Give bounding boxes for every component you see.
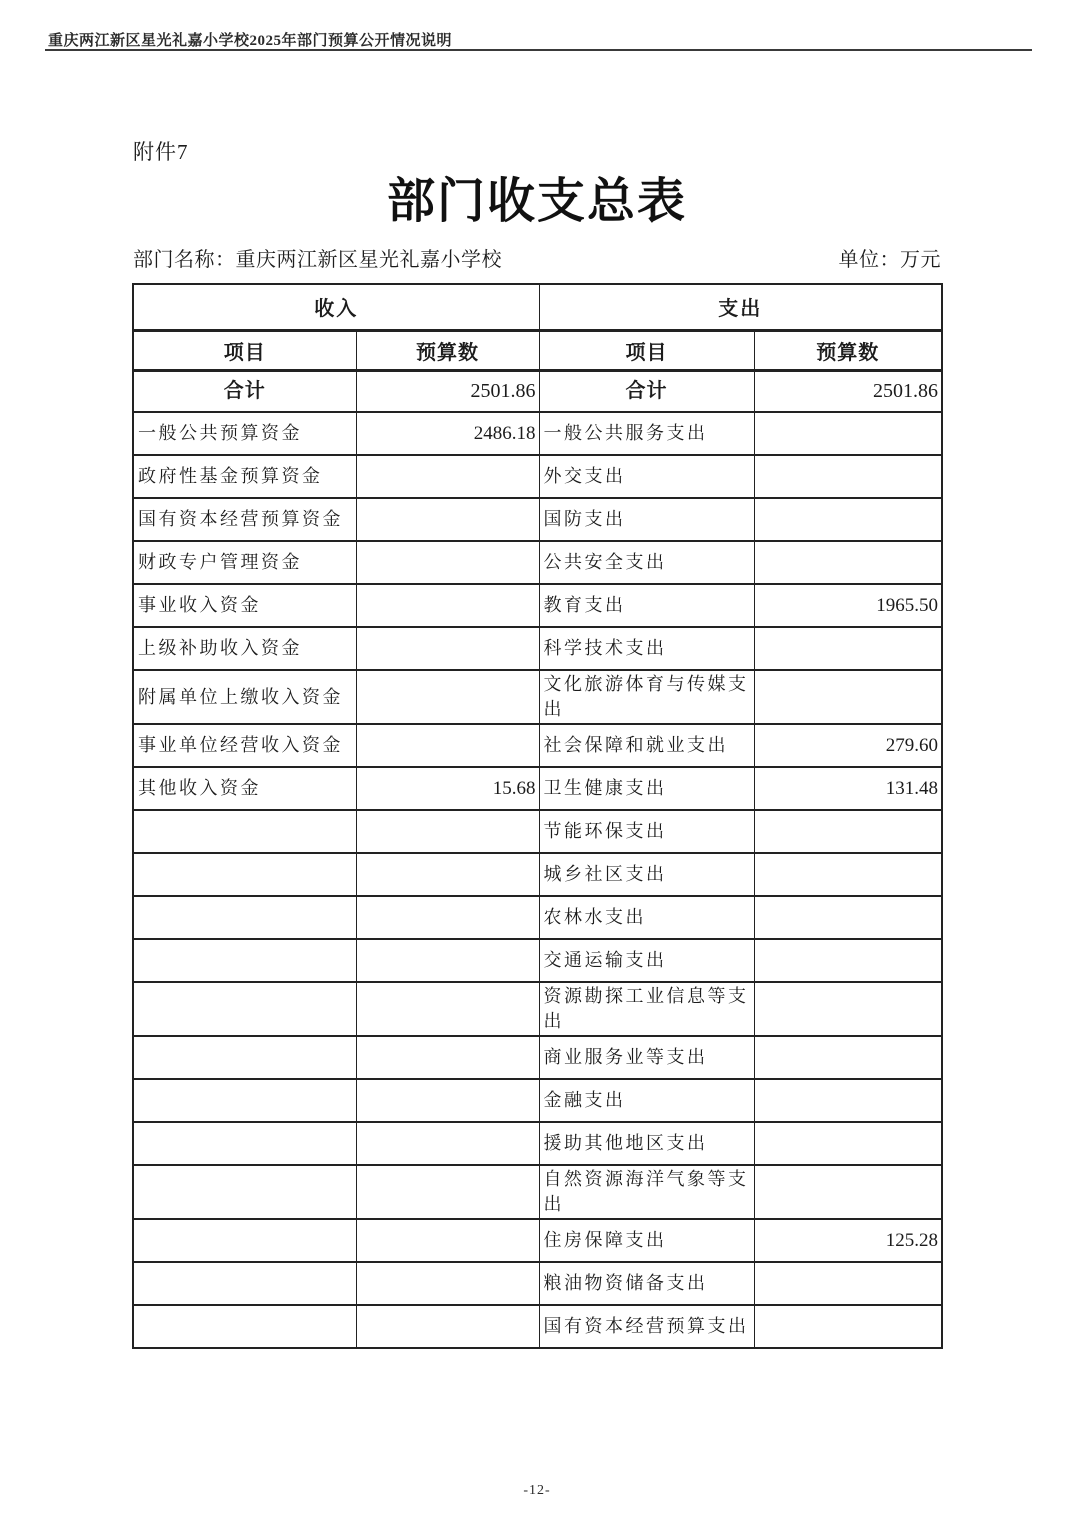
income-item-cell: 其他收入资金 bbox=[133, 767, 356, 810]
table-row bbox=[133, 1036, 942, 1079]
income-value-cell bbox=[356, 627, 539, 670]
page-title: 部门收支总表 bbox=[386, 175, 687, 228]
expenditure-value-cell bbox=[754, 810, 942, 853]
expenditure-item-cell: 资源勘探工业信息等支出 bbox=[539, 982, 754, 1036]
expenditure-value-cell bbox=[754, 498, 942, 541]
table-row bbox=[133, 810, 942, 853]
table-group-header-row bbox=[133, 284, 942, 330]
document-header-title: 重庆两江新区星光礼嘉小学校2025年部门预算公开情况说明 bbox=[48, 33, 453, 49]
table-row bbox=[133, 724, 942, 767]
table-row bbox=[133, 1305, 942, 1348]
income-value-cell bbox=[356, 724, 539, 767]
expenditure-value-cell bbox=[754, 1165, 942, 1219]
budget-summary-table bbox=[132, 283, 943, 1349]
expenditure-item-cell: 社会保障和就业支出 bbox=[539, 724, 754, 767]
expenditure-value-cell: 279.60 bbox=[754, 724, 942, 767]
expenditure-value-cell: 125.28 bbox=[754, 1219, 942, 1262]
table-row bbox=[133, 1122, 942, 1165]
table-row bbox=[133, 1219, 942, 1262]
expenditure-item-cell: 农林水支出 bbox=[539, 896, 754, 939]
income-value-cell bbox=[356, 896, 539, 939]
expenditure-value-cell bbox=[754, 1262, 942, 1305]
expenditure-item-cell: 援助其他地区支出 bbox=[539, 1122, 754, 1165]
income-item-cell: 附属单位上缴收入资金 bbox=[133, 670, 356, 724]
expenditure-item-cell: 国有资本经营预算支出 bbox=[539, 1305, 754, 1348]
income-item-cell: 上级补助收入资金 bbox=[133, 627, 356, 670]
attachment-label: 附件7 bbox=[133, 140, 189, 164]
expenditure-value-cell bbox=[754, 1079, 942, 1122]
expenditure-value-cell: 1965.50 bbox=[754, 584, 942, 627]
total-income-value: 2501.86 bbox=[356, 370, 539, 412]
income-item-cell bbox=[133, 1165, 356, 1219]
income-item-cell: 事业单位经营收入资金 bbox=[133, 724, 356, 767]
table-row bbox=[133, 455, 942, 498]
expenditure-item-cell: 科学技术支出 bbox=[539, 627, 754, 670]
income-value-cell bbox=[356, 1219, 539, 1262]
table-row bbox=[133, 1165, 942, 1219]
income-value-cell bbox=[356, 455, 539, 498]
expenditure-item-cell: 一般公共服务支出 bbox=[539, 412, 754, 455]
expenditure-budget-header: 预算数 bbox=[754, 330, 942, 370]
income-item-cell bbox=[133, 1219, 356, 1262]
table-row bbox=[133, 584, 942, 627]
income-item-cell bbox=[133, 1122, 356, 1165]
income-value-cell bbox=[356, 1165, 539, 1219]
income-item-cell bbox=[133, 1305, 356, 1348]
income-value-cell bbox=[356, 1305, 539, 1348]
income-item-header: 项目 bbox=[133, 330, 356, 370]
income-item-cell: 国有资本经营预算资金 bbox=[133, 498, 356, 541]
table-row bbox=[133, 627, 942, 670]
table-row bbox=[133, 853, 942, 896]
income-value-cell bbox=[356, 853, 539, 896]
income-item-cell bbox=[133, 896, 356, 939]
expenditure-item-cell: 外交支出 bbox=[539, 455, 754, 498]
income-item-cell: 事业收入资金 bbox=[133, 584, 356, 627]
income-value-cell: 15.68 bbox=[356, 767, 539, 810]
expenditure-item-cell: 粮油物资储备支出 bbox=[539, 1262, 754, 1305]
income-value-cell bbox=[356, 810, 539, 853]
income-value-cell bbox=[356, 541, 539, 584]
table-row bbox=[133, 1079, 942, 1122]
income-item-cell bbox=[133, 1262, 356, 1305]
expenditure-value-cell bbox=[754, 853, 942, 896]
income-budget-header: 预算数 bbox=[356, 330, 539, 370]
expenditure-value-cell bbox=[754, 412, 942, 455]
income-group-header: 收入 bbox=[133, 284, 539, 330]
income-item-cell bbox=[133, 982, 356, 1036]
expenditure-item-cell: 公共安全支出 bbox=[539, 541, 754, 584]
income-item-cell bbox=[133, 1079, 356, 1122]
income-item-cell: 政府性基金预算资金 bbox=[133, 455, 356, 498]
table-row bbox=[133, 1262, 942, 1305]
expenditure-value-cell bbox=[754, 982, 942, 1036]
total-row bbox=[133, 370, 942, 412]
expenditure-value-cell bbox=[754, 1122, 942, 1165]
income-value-cell bbox=[356, 584, 539, 627]
income-value-cell bbox=[356, 670, 539, 724]
expenditure-item-cell: 文化旅游体育与传媒支出 bbox=[539, 670, 754, 724]
expenditure-item-cell: 自然资源海洋气象等支出 bbox=[539, 1165, 754, 1219]
expenditure-item-cell: 国防支出 bbox=[539, 498, 754, 541]
total-expenditure-label: 合计 bbox=[539, 370, 754, 412]
table-row bbox=[133, 896, 942, 939]
expenditure-value-cell bbox=[754, 670, 942, 724]
meta-row bbox=[133, 243, 941, 272]
page-number: -12- bbox=[523, 1483, 551, 1498]
income-value-cell bbox=[356, 498, 539, 541]
table-row bbox=[133, 982, 942, 1036]
income-value-cell bbox=[356, 1122, 539, 1165]
expenditure-value-cell bbox=[754, 939, 942, 982]
expenditure-item-cell: 卫生健康支出 bbox=[539, 767, 754, 810]
expenditure-item-cell: 城乡社区支出 bbox=[539, 853, 754, 896]
document-header bbox=[48, 29, 452, 50]
income-item-cell: 一般公共预算资金 bbox=[133, 412, 356, 455]
income-item-cell bbox=[133, 1036, 356, 1079]
income-value-cell bbox=[356, 1262, 539, 1305]
expenditure-group-header: 支出 bbox=[539, 284, 942, 330]
total-income-label: 合计 bbox=[133, 370, 356, 412]
income-item-cell bbox=[133, 810, 356, 853]
expenditure-item-cell: 商业服务业等支出 bbox=[539, 1036, 754, 1079]
unit-label: 单位：万元 bbox=[838, 249, 941, 271]
income-item-cell: 财政专户管理资金 bbox=[133, 541, 356, 584]
income-value-cell bbox=[356, 939, 539, 982]
expenditure-value-cell bbox=[754, 896, 942, 939]
department-name-label: 部门名称：重庆两江新区星光礼嘉小学校 bbox=[133, 249, 502, 271]
header-divider bbox=[45, 49, 1032, 51]
expenditure-value-cell bbox=[754, 455, 942, 498]
income-item-cell bbox=[133, 939, 356, 982]
expenditure-item-cell: 节能环保支出 bbox=[539, 810, 754, 853]
income-value-cell bbox=[356, 982, 539, 1036]
page-footer bbox=[0, 1483, 1074, 1499]
expenditure-value-cell bbox=[754, 1036, 942, 1079]
expenditure-item-cell: 金融支出 bbox=[539, 1079, 754, 1122]
total-expenditure-value: 2501.86 bbox=[754, 370, 942, 412]
table-row bbox=[133, 412, 942, 455]
income-value-cell bbox=[356, 1036, 539, 1079]
table-row bbox=[133, 767, 942, 810]
expenditure-item-cell: 住房保障支出 bbox=[539, 1219, 754, 1262]
expenditure-value-cell: 131.48 bbox=[754, 767, 942, 810]
table-column-header-row bbox=[133, 330, 942, 370]
expenditure-value-cell bbox=[754, 1305, 942, 1348]
table-row bbox=[133, 541, 942, 584]
expenditure-value-cell bbox=[754, 541, 942, 584]
table-row bbox=[133, 670, 942, 724]
expenditure-item-cell: 交通运输支出 bbox=[539, 939, 754, 982]
table-row bbox=[133, 939, 942, 982]
expenditure-item-header: 项目 bbox=[539, 330, 754, 370]
expenditure-value-cell bbox=[754, 627, 942, 670]
income-item-cell bbox=[133, 853, 356, 896]
expenditure-item-cell: 教育支出 bbox=[539, 584, 754, 627]
table-row bbox=[133, 498, 942, 541]
income-value-cell: 2486.18 bbox=[356, 412, 539, 455]
income-value-cell bbox=[356, 1079, 539, 1122]
